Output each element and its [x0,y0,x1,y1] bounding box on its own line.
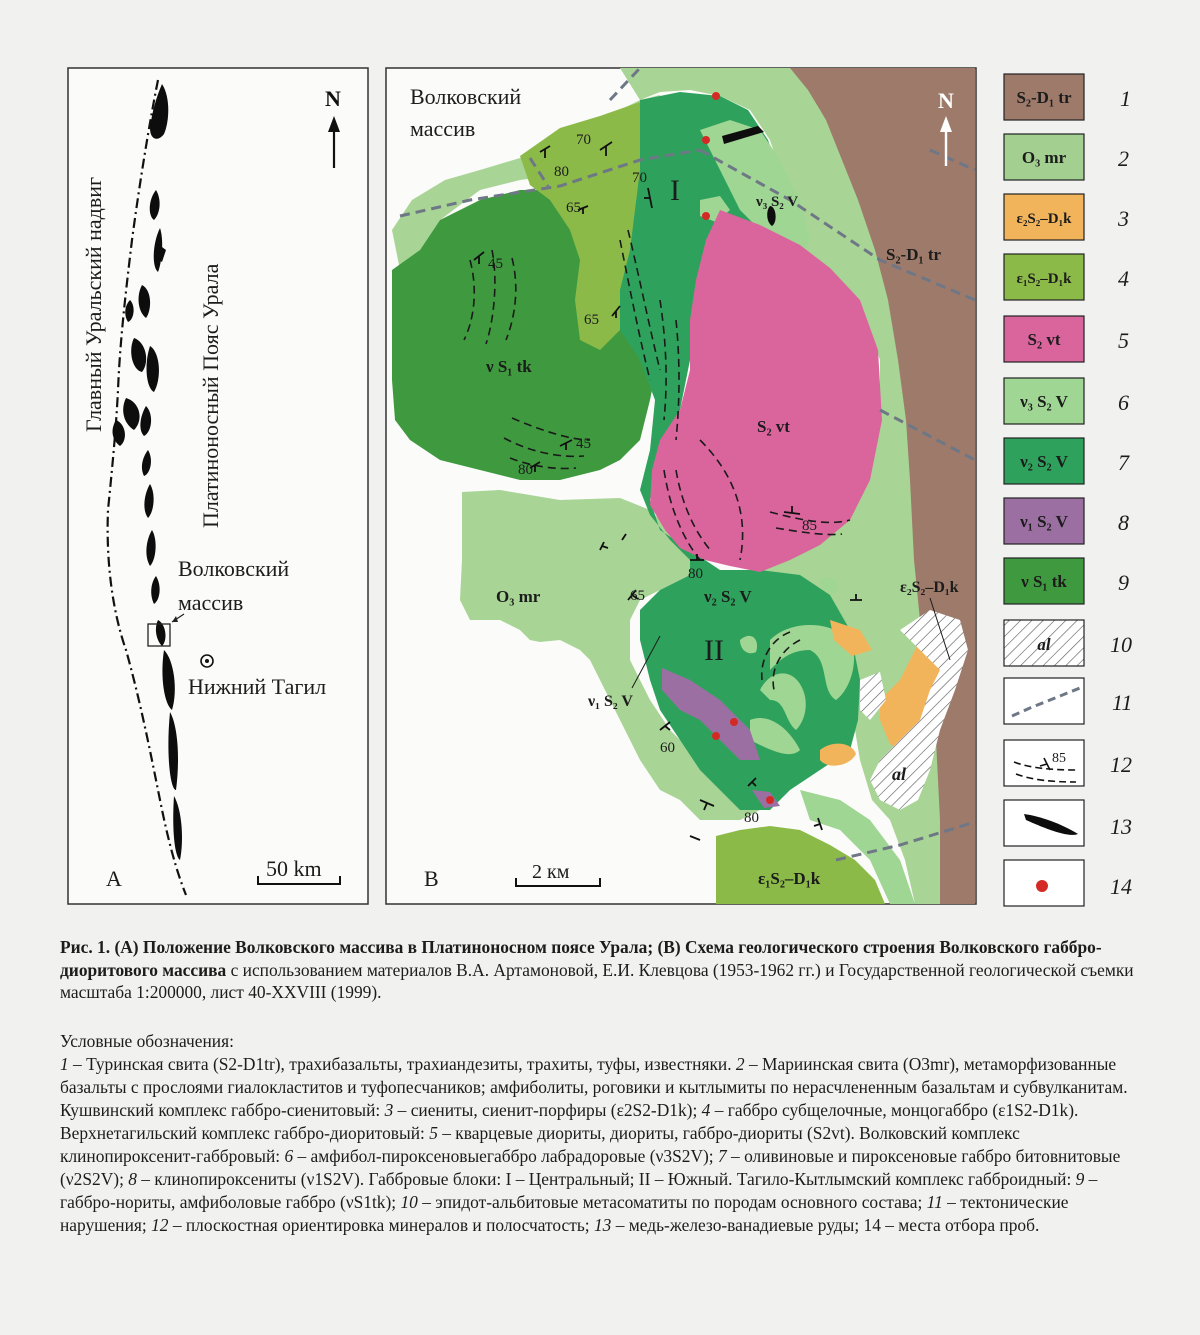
legend-desc: – оливиновые и пироксеновые габбро битовнитовые (ν2S2V); [60,1146,1121,1189]
legend-swatch-label: al [1037,635,1051,654]
figure-caption [60,936,1140,1004]
dip-label: 45 [576,436,591,452]
legend-desc: – сиениты, сиенит-порфиры (ε2S2-D1k); [393,1100,702,1120]
legend-swatch-label: 85 [1052,751,1066,766]
dip-label: 80 [688,566,703,582]
dip-label: 65 [566,200,581,216]
panel-b-letter: B [424,866,439,891]
legend-desc: – Мариинская свита (O3mr), метаморфизованные базальты с прослоями гиалокластитов и туфопесчаников; амфиболиты, роговики и кытлымиты по нерасчлененным базальтам и субвулканитам. Кушвинский комплекс габбро-сиенитовый: [60,1054,1128,1120]
city-label: Нижний Тагил [188,674,327,699]
legend-desc: – медь-железо-ванадиевые руды; 14 – места отбора проб. [611,1215,1040,1235]
legend-swatch-label: ν₃ S₂ V [1020,392,1068,411]
label-e1k: ε₁S₂–D₁k [758,869,821,888]
dip-label: 60 [660,740,675,756]
legend-number: 6 [1118,390,1129,415]
legend-swatch-label: S₂-D₁ tr [1016,88,1072,107]
label-v1: ν₁ S₂ V [588,693,633,710]
legend [1004,74,1132,906]
legend-num: 10 [400,1192,418,1212]
dip-label: 85 [802,518,817,534]
thrust-label: Главный Уральский надвиг [81,176,106,432]
label-v3: ν₃ S₂ V [756,194,799,210]
legend-num: 12 [151,1215,169,1235]
legend-desc: – плоскостная ориентировка минералов и полосчатость; [168,1215,594,1235]
legend-num: 5 [429,1123,438,1143]
legend-num: 2 [735,1054,745,1074]
legend-swatch-label: ν₂ S₂ V [1020,452,1068,471]
legend-desc: – габбро субщелочные, монцогаббро (ε1S2-D1k). Верхнетагильский комплекс габбро-диоритовый: [60,1100,1079,1143]
legend-swatch-label: S₂ vt [1027,330,1061,349]
legend-number: 9 [1118,570,1129,595]
legend-desc: – кварцевые диориты, диориты, габбро-диориты (S2vt). Волковский комплекс клинопироксенит-габбровый: [60,1123,1020,1166]
legend-num: 1 [60,1054,69,1074]
legend-swatch-label: ν₁ S₂ V [1020,512,1068,531]
massif-label-2: массив [178,590,244,615]
legend-body [60,1053,1145,1237]
legend-number: 8 [1118,510,1129,535]
caption-rest: с использованием материалов В.А. Артамоновой, Е.И. Клевцова (1953-1962 гг.) и Государственной геологической съемки масштаба 1:200000, лист 40-XXVIII (1999). [60,959,1134,1002]
panel-a-letter: А [106,866,122,891]
label-block-2: II [704,634,724,667]
legend-desc: – эпидот-альбитовые метасоматиты по породам основного состава; [417,1192,927,1212]
legend-desc: – тектонические нарушения; [60,1192,1069,1235]
label-vt: S₂ vt [757,417,790,436]
legend-number: 2 [1118,146,1129,171]
legend-num: 6 [284,1146,294,1166]
legend-num: 3 [384,1100,394,1120]
legend-number: 13 [1110,814,1132,839]
label-v2: ν₂ S₂ V [704,587,752,606]
legend-sample-symbol [1036,880,1048,892]
panel-b-title-1: Волковский [410,84,522,109]
dip-label: 65 [630,588,645,604]
legend-num: 8 [128,1169,137,1189]
legend-description [60,1030,1145,1237]
panel-a-scale-label: 50 km [266,856,322,881]
legend-num: 4 [701,1100,711,1120]
label-al: al [892,764,907,784]
label-tk: ν S₁ tk [486,357,532,376]
panel-a-north-label: N [325,86,341,111]
legend-number: 1 [1120,86,1131,111]
label-block-1: I [670,174,680,207]
label-mr: O₃ mr [496,587,541,606]
legend-number: 11 [1112,690,1133,715]
dip-label: 70 [632,170,647,186]
panel-a [68,68,368,904]
legend-num: 11 [926,1192,943,1212]
legend-desc: – габбро-нориты, амфиболовые габбро (νS1tk); [60,1169,1098,1212]
panel-b-north-label: N [938,88,954,113]
legend-desc: – клинопироксениты (ν1S2V). Габбровые блоки: I – Центральный; II – Южный. Тагило-Кытлымский комплекс габброидный: [136,1169,1076,1189]
legend-number: 7 [1118,450,1129,475]
legend-number: 4 [1118,266,1129,291]
legend-swatch-label: ν S₁ tk [1021,572,1067,591]
label-tr: S₂-D₁ tr [886,245,942,264]
panel-b [386,68,976,904]
legend-swatch-label: ε₁S₂–D₁k [1016,271,1072,287]
legend-swatch-label: ε₂S₂–D₁k [1016,211,1072,227]
legend-number: 3 [1118,206,1129,231]
legend-swatch-label: O₃ mr [1021,148,1067,167]
dip-label: 70 [576,132,591,148]
belt-label: Платиноносный Пояс Урала [198,263,223,528]
legend-num: 9 [1075,1169,1085,1189]
caption-bold: Рис. 1. (А) Положение Волковского массива в Платиноносном поясе Урала; (В) Схема геологического строения Волковского габбро-диоритового массива [60,937,1102,980]
legend-num: 13 [593,1215,612,1235]
legend-number: 5 [1118,328,1129,353]
label-e2k: ε₂S₂–D₁k [900,579,959,596]
legend-heading: Условные обозначения: [60,1031,234,1051]
legend-desc: – Туринская свита (S2-D1tr), трахибазальты, трахиандезиты, трахиты, туфы, известняки. [68,1054,736,1074]
legend-swatch [1004,678,1084,724]
massif-label: Волковский [178,556,290,581]
legend-number: 10 [1110,632,1132,657]
panel-b-title-2: массив [410,116,476,141]
legend-desc: – амфибол-пироксеновыегаббро лабрадоровые (ν3S2V); [293,1146,718,1166]
legend-number: 12 [1110,752,1132,777]
dip-label: 45 [488,256,503,272]
dip-label: 80 [518,462,533,478]
dip-label: 80 [554,164,569,180]
legend-number: 14 [1110,874,1132,899]
dip-label: 80 [744,810,759,826]
legend-num: 7 [718,1146,727,1166]
dip-label: 65 [584,312,599,328]
panel-b-scale-label: 2 км [532,861,570,883]
